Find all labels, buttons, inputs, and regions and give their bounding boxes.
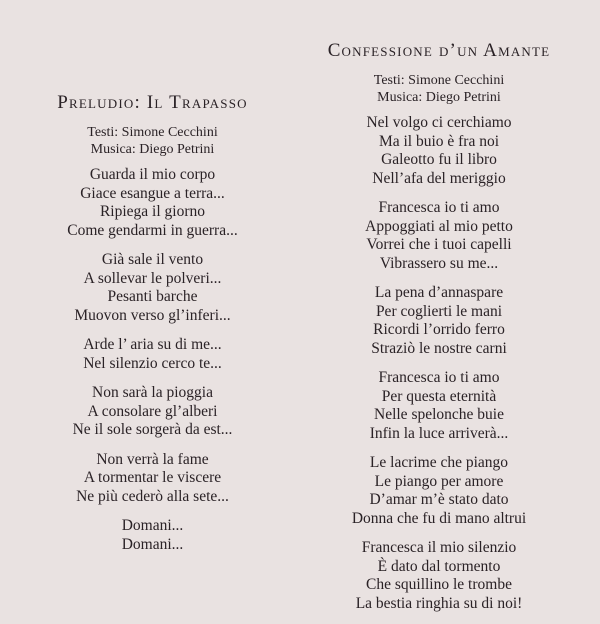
lyric-line: Che squillino le trombe xyxy=(366,576,512,593)
lyric-line: Come gendarmi in guerra... xyxy=(67,221,238,239)
lyric-line: Domani... xyxy=(121,517,184,534)
left-column xyxy=(20,92,285,565)
credits xyxy=(308,72,570,106)
stanza xyxy=(308,454,570,528)
stanza xyxy=(20,166,285,240)
lyric-line: Ne più cederò alla sete... xyxy=(76,487,229,505)
lyric-line: Nelle spelonche buie xyxy=(374,406,504,423)
lyric-line: È dato dal tormento xyxy=(377,557,501,575)
credit-line: Musica: Diego Petrini xyxy=(90,142,215,157)
lyric-line: Donna che fu di mano altrui xyxy=(351,509,527,527)
lyric-line: Vorrei che i tuoi capelli xyxy=(366,236,512,253)
stanza xyxy=(20,451,285,507)
stanza xyxy=(308,114,570,188)
stanza xyxy=(20,517,285,554)
stanza xyxy=(20,336,285,373)
lyric-line: Ne il sole sorgerà da est... xyxy=(72,421,233,438)
lyric-line: A tormentar le viscere xyxy=(83,469,222,486)
lyric-line: Appoggiati al mio petto xyxy=(365,217,513,235)
lyric-line: Già sale il vento xyxy=(101,251,204,268)
lyric-line: Straziò le nostre carni xyxy=(371,339,507,357)
lyric-line: Galeotto fu il libro xyxy=(381,151,497,168)
lyric-line: Guarda il mio corpo xyxy=(89,166,216,183)
right-column xyxy=(308,40,570,624)
lyric-line: Infin la luce arriverà... xyxy=(369,424,509,442)
stanza xyxy=(308,369,570,443)
lyric-line: A consolare gl’alberi xyxy=(87,402,218,420)
lyric-line: Ricordi l’orrido ferro xyxy=(373,321,505,338)
stanza xyxy=(20,384,285,440)
lyric-line: Ma il buio è fra noi xyxy=(378,132,500,150)
lyric-line: Nell’afa del meriggio xyxy=(372,169,506,187)
lyrics xyxy=(308,114,570,613)
lyric-line: Francesca il mio silenzio xyxy=(361,539,517,556)
credit-line: Musica: Diego Petrini xyxy=(377,90,501,105)
song-title: Preludio: Il Trapasso xyxy=(57,92,248,113)
song-title: Confessione d’un Amante xyxy=(327,40,551,61)
stanza xyxy=(20,251,285,325)
credit-line: Testi: Simone Cecchini xyxy=(373,73,505,88)
lyric-line: Francesca io ti amo xyxy=(378,199,500,216)
lyric-line: Nel volgo ci cerchiamo xyxy=(366,114,512,131)
lyrics xyxy=(20,166,285,554)
lyric-line: Le lacrime che piango xyxy=(369,454,509,471)
lyric-line: La bestia ringhia su di noi! xyxy=(355,594,523,612)
lyric-line: Giace esangue a terra... xyxy=(80,184,225,202)
lyric-line: Francesca io ti amo xyxy=(378,369,500,386)
lyric-line: Per questa eternità xyxy=(381,387,497,405)
lyric-line: Nel silenzio cerco te... xyxy=(83,354,222,372)
credits xyxy=(20,124,285,158)
lyric-line: D’amar m’è stato dato xyxy=(369,491,509,508)
lyric-line: Pesanti barche xyxy=(107,288,198,305)
stanza xyxy=(308,539,570,613)
stanza xyxy=(308,284,570,358)
lyric-line: Le piango per amore xyxy=(374,472,504,490)
lyric-line: Muovon verso gl’inferi... xyxy=(74,306,231,324)
lyric-line: Domani... xyxy=(121,535,184,553)
lyric-line: Vibrassero su me... xyxy=(379,254,499,272)
stanza xyxy=(308,199,570,273)
lyric-line: La pena d’annaspare xyxy=(374,284,504,301)
lyric-line: Ripiega il giorno xyxy=(99,203,206,220)
lyric-line: A sollevar le polveri... xyxy=(83,269,222,287)
lyric-line: Non verrà la fame xyxy=(96,450,209,468)
lyric-line: Non sarà la pioggia xyxy=(92,384,213,401)
credit-line: Testi: Simone Cecchini xyxy=(87,125,218,140)
lyric-line: Arde l’ aria su di me... xyxy=(83,336,222,353)
lyric-line: Per coglierti le mani xyxy=(375,302,503,320)
